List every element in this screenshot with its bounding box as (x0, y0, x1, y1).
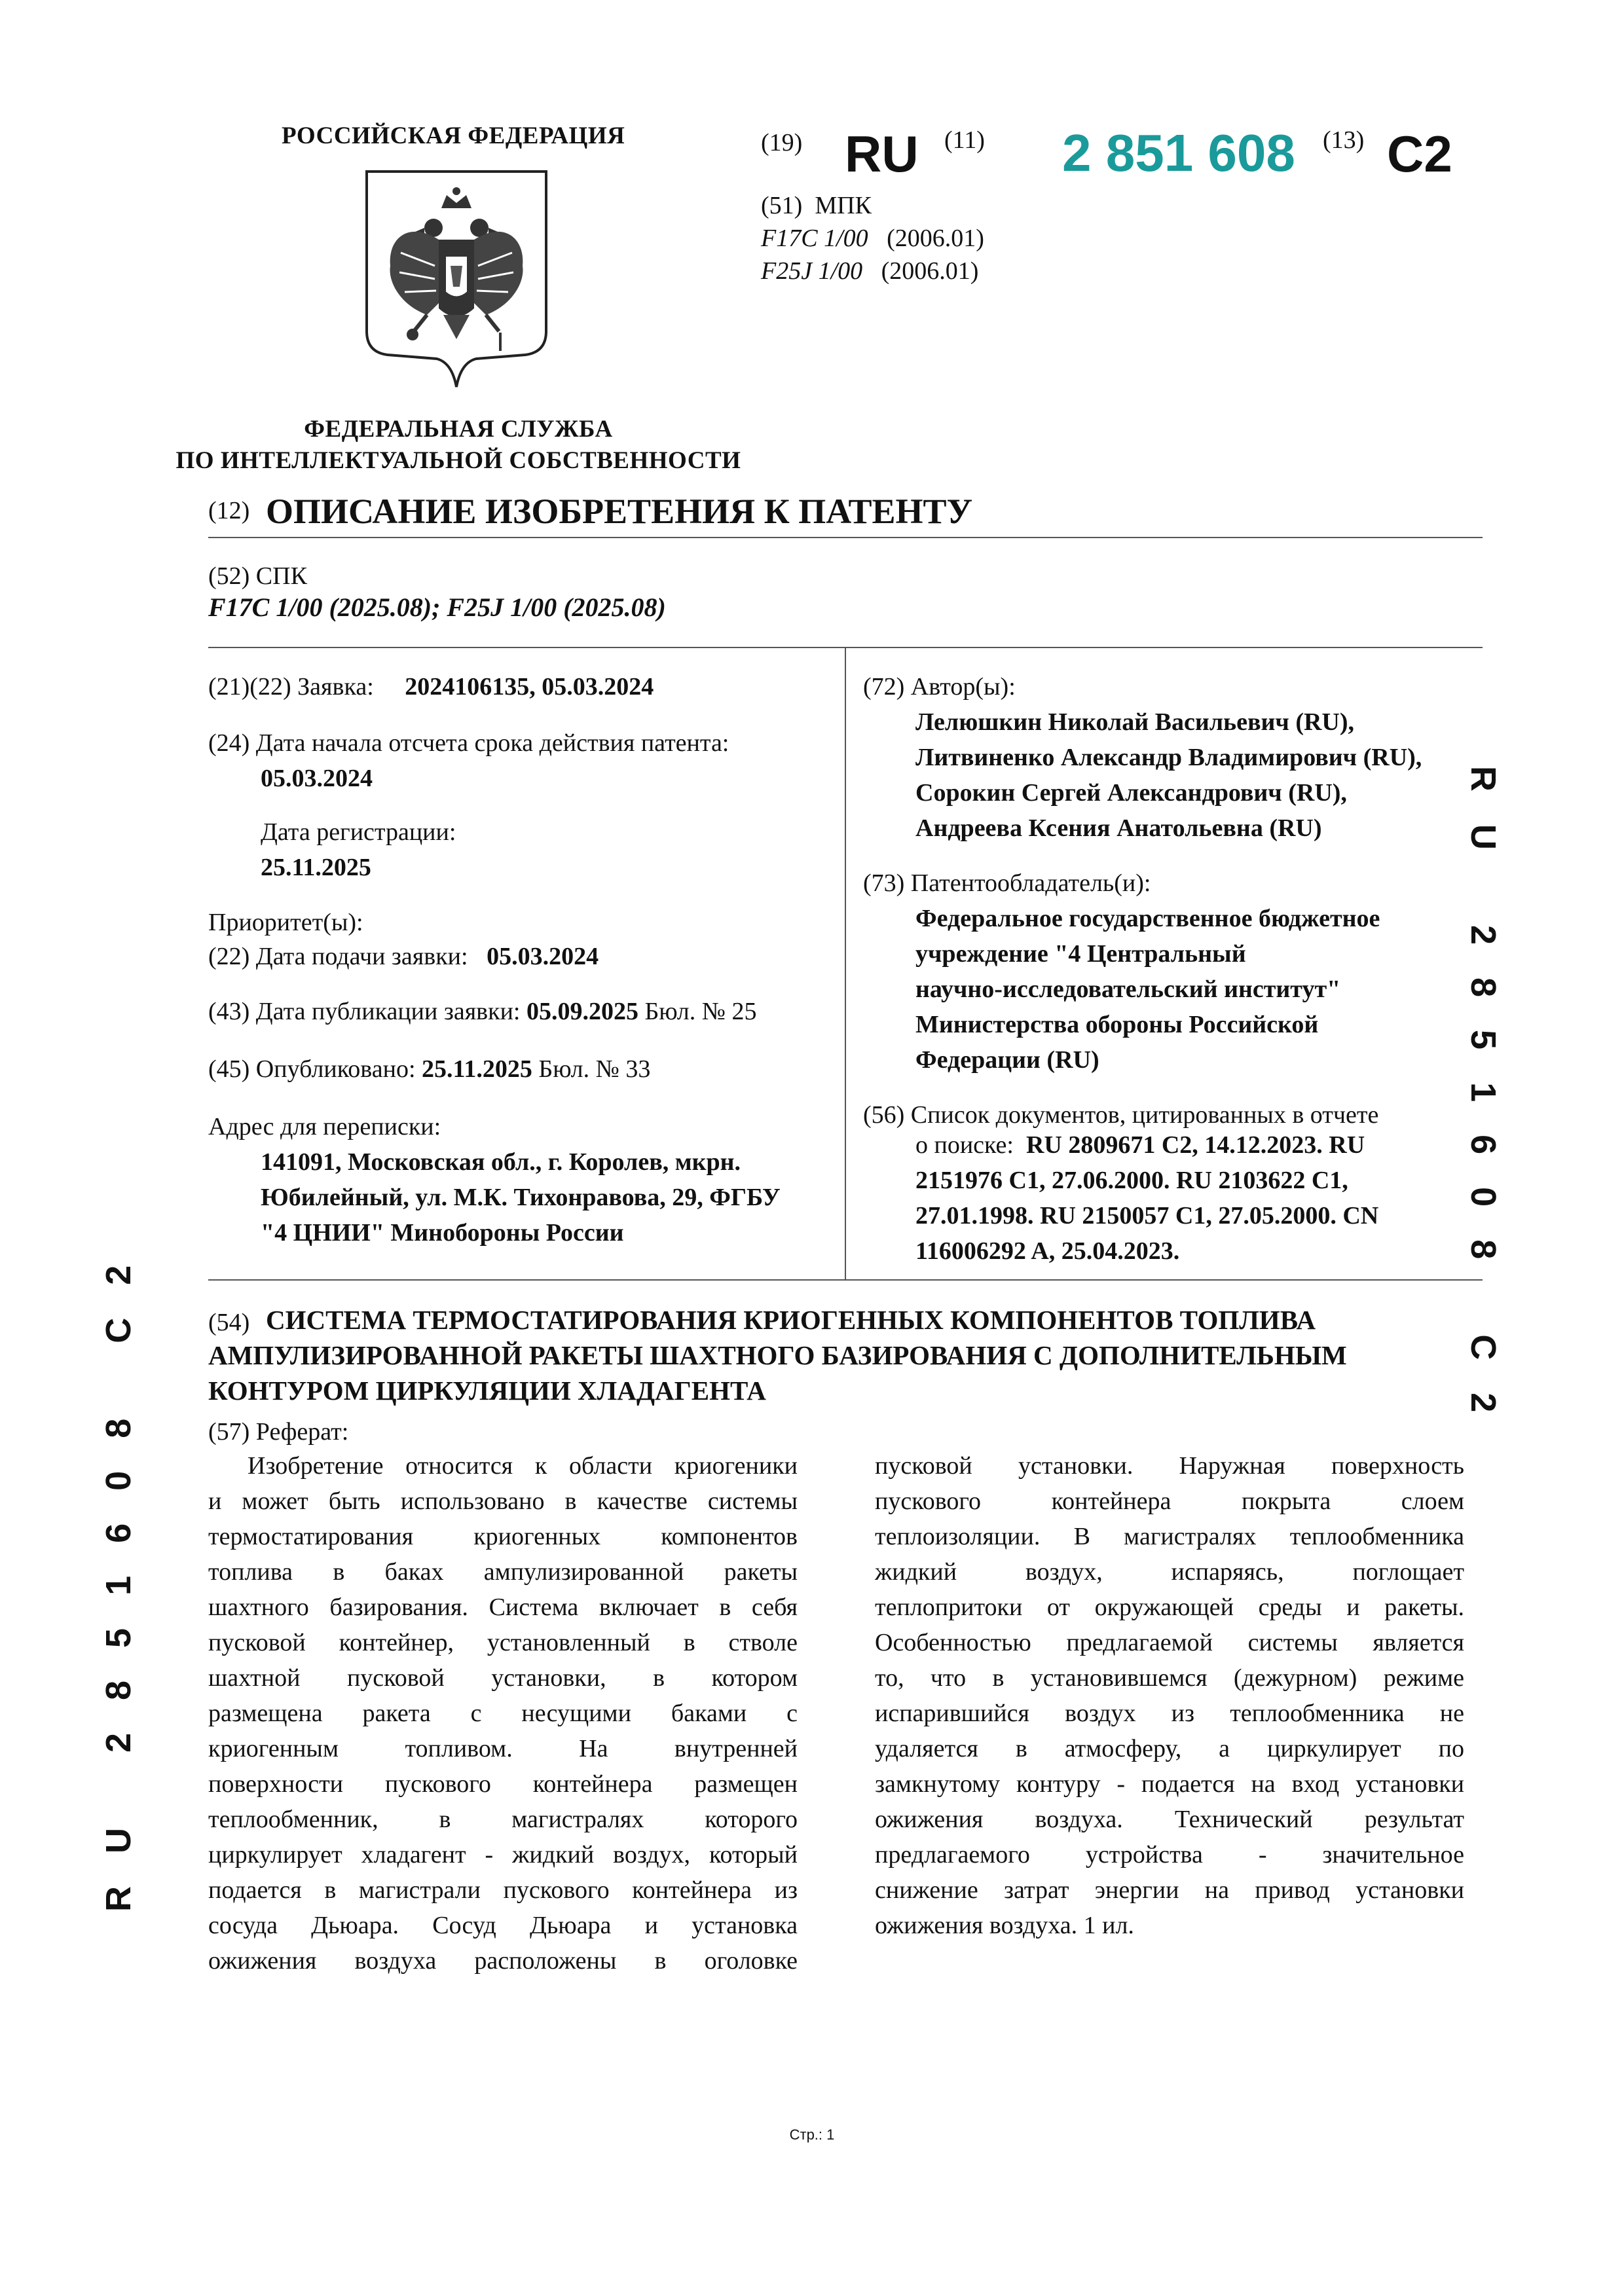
abstract-line: Изобретение относится к области криогеники (248, 1452, 798, 1480)
ipc-entry: F17C 1/00 (2006.01) (761, 225, 984, 252)
address-line: Юбилейный, ул. М.К. Тихонравова, 29, ФГБУ (261, 1184, 781, 1211)
abstract-line: снижение затрат энергии на привод установки (875, 1876, 1464, 1904)
agency-name-line1: ФЕДЕРАЛЬНАЯ СЛУЖБА (304, 416, 613, 443)
cited-label: (56) Список документов, цитированных в отчете (863, 1101, 1379, 1129)
patent-number: 2 851 608 (1062, 124, 1295, 182)
abstract-line: пусковой контейнер, установленный в стволе (208, 1629, 798, 1656)
cited-line: 116006292 A, 25.04.2023. (915, 1237, 1180, 1265)
cpc-value: F17C 1/00 (2025.08); F25J 1/00 (2025.08) (208, 592, 666, 622)
agency-name-line2: ПО ИНТЕЛЛЕКТУАЛЬНОЙ СОБСТВЕННОСТИ (175, 447, 741, 474)
side-code-right: RU 2851608 C2 (1464, 766, 1503, 1446)
abstract-line: поверхности пускового контейнера размещен (208, 1770, 798, 1798)
author: Лелюшкин Николай Васильевич (RU), (915, 708, 1355, 736)
abstract-line: жидкий воздух, испаряясь, поглощает (875, 1558, 1464, 1586)
application-row: (21)(22) Заявка: 2024106135, 05.03.2024 (208, 673, 654, 701)
term-label: (24) Дата начала отсчета срока действия патента: (208, 729, 729, 757)
kind-code: C2 (1387, 125, 1452, 183)
priority-label: Приоритет(ы): (208, 909, 363, 936)
owner-line: Федерации (RU) (915, 1046, 1099, 1074)
abstract-line: размещена ракета с несущими баками с (208, 1700, 798, 1727)
invention-title-line: АМПУЛИЗИРОВАННОЙ РАКЕТЫ ШАХТНОГО БАЗИРОВАНИЯ С ДОПОЛНИТЕЛЬНЫМ (208, 1340, 1347, 1370)
coat-of-arms-icon (361, 168, 551, 390)
abstract-line: то, что в установившемся (дежурном) режиме (875, 1664, 1464, 1692)
doc-title: ОПИСАНИЕ ИЗОБРЕТЕНИЯ К ПАТЕНТУ (266, 492, 973, 531)
invention-title-line: КОНТУРОМ ЦИРКУЛЯЦИИ ХЛАДАГЕНТА (208, 1376, 766, 1406)
abstract-line: сосуда Дьюара. Сосуд Дьюара и установка (208, 1912, 798, 1939)
owner-line: научно-исследовательский институт" (915, 975, 1341, 1003)
registration-value: 25.11.2025 (261, 854, 371, 881)
owner-label: (73) Патентообладатель(и): (863, 869, 1151, 897)
page-number: Стр.: 1 (789, 2126, 835, 2143)
author: Литвиненко Александр Владимирович (RU), (915, 744, 1422, 771)
filing-row: (22) Дата подачи заявки: 05.03.2024 (208, 943, 599, 970)
divider (208, 1279, 1483, 1281)
cited-line: 27.01.1998. RU 2150057 C1, 27.05.2000. CN (915, 1202, 1379, 1230)
owner-line: учреждение "4 Центральный (915, 940, 1246, 968)
published-row: (45) Опубликовано: 25.11.2025 Бюл. № 33 (208, 1055, 651, 1083)
code-13: (13) (1323, 126, 1365, 154)
ipc-entry: F25J 1/00 (2006.01) (761, 257, 979, 285)
term-value: 05.03.2024 (261, 765, 373, 792)
cpc-label: (52) СПК (208, 562, 307, 590)
code-19: (19) (761, 129, 803, 156)
abstract-line: удаляется в атмосферу, а циркулирует по (875, 1735, 1464, 1762)
country-name: РОССИЙСКАЯ ФЕДЕРАЦИЯ (282, 122, 625, 149)
abstract-line: топлива в баках ампулизированной ракеты (208, 1558, 798, 1586)
abstract-line: криогенным топливом. На внутренней (208, 1735, 798, 1762)
cited-line: о поиске: RU 2809671 C2, 14.12.2023. RU (915, 1131, 1365, 1159)
abstract-line: циркулирует хладагент - жидкий воздух, который (208, 1841, 798, 1868)
abstract-line: ожижения воздуха расположены в оголовке (208, 1947, 798, 1975)
country-code: RU (845, 125, 919, 183)
column-divider (845, 647, 846, 1279)
abstract-line: подается в магистрали пускового контейнера из (208, 1876, 798, 1904)
owner-line: Министерства обороны Российской (915, 1011, 1319, 1038)
abstract-label: (57) Реферат: (208, 1418, 349, 1446)
registration-label: Дата регистрации: (261, 818, 456, 846)
invention-title-code: (54) (208, 1309, 250, 1336)
publication-row: (43) Дата публикации заявки: 05.09.2025 Бюл. № 25 (208, 998, 757, 1025)
abstract-line: пусковой установки. Наружная поверхность (875, 1452, 1464, 1480)
abstract-line: шахтного базирования. Система включает в себя (208, 1594, 798, 1621)
divider (208, 537, 1483, 538)
code-11: (11) (944, 126, 985, 154)
abstract-line: пускового контейнера покрыта слоем (875, 1487, 1464, 1515)
abstract-line: испарившийся воздух из теплообменника не (875, 1700, 1464, 1727)
abstract-left-column (208, 1448, 798, 1978)
side-code-left: RU 2851608 C2 (99, 1232, 138, 1912)
abstract-right-column (875, 1448, 1464, 1943)
abstract-line: теплообменник, в магистралях которого (208, 1806, 798, 1833)
abstract-line: шахтной пусковой установки, в котором (208, 1664, 798, 1692)
abstract-line: теплоизоляции. В магистралях теплообменника (875, 1523, 1464, 1550)
abstract-line: Особенностью предлагаемой системы является (875, 1629, 1464, 1656)
address-line: 141091, Московская обл., г. Королев, мкрн. (261, 1148, 741, 1176)
doc-title-code: (12) (208, 497, 250, 524)
abstract-line: ожижения воздуха. Технический результат (875, 1806, 1464, 1833)
abstract-line: замкнутому контуру - подается на вход установки (875, 1770, 1464, 1798)
invention-title-line: СИСТЕМА ТЕРМОСТАТИРОВАНИЯ КРИОГЕННЫХ КОМПОНЕНТОВ ТОПЛИВА (266, 1305, 1316, 1335)
abstract-line: предлагаемого устройства - значительное (875, 1841, 1464, 1868)
owner-line: Федеральное государственное бюджетное (915, 905, 1380, 932)
abstract-line: теплопритоки от окружающей среды и ракеты. (875, 1594, 1464, 1621)
author: Андреева Ксения Анатольевна (RU) (915, 814, 1322, 842)
abstract-line: ожижения воздуха. 1 ил. (875, 1912, 1134, 1939)
abstract-line: и может быть использовано в качестве системы (208, 1487, 798, 1515)
authors-label: (72) Автор(ы): (863, 673, 1016, 701)
ipc-heading: (51) МПК (761, 192, 872, 219)
address-line: "4 ЦНИИ" Минобороны России (261, 1219, 624, 1247)
address-label: Адрес для переписки: (208, 1113, 441, 1140)
abstract-line: термостатирования криогенных компонентов (208, 1523, 798, 1550)
cited-line: 2151976 C1, 27.06.2000. RU 2103622 C1, (915, 1167, 1348, 1194)
author: Сорокин Сергей Александрович (RU), (915, 779, 1347, 807)
